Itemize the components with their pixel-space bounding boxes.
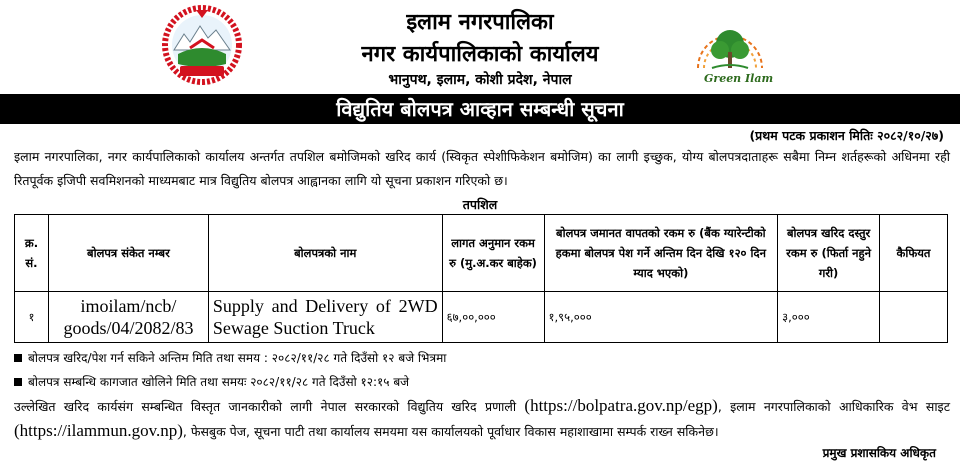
tender-table (14, 214, 948, 343)
office-name: नगर कार्यपालिकाको कार्यालय (361, 42, 599, 67)
header-remarks: कैफियत (880, 215, 948, 292)
list-item (14, 346, 446, 370)
signatory-title: प्रमुख प्रशासकिय अधिकृत (822, 446, 936, 460)
table-row (15, 292, 948, 343)
office-address: भानुपथ, इलाम, कोशी प्रदेश, नेपाल (388, 72, 572, 88)
closing-text-1: उल्लेखित खरिद कार्यसंग सम्बन्धित विस्तृत जानकारीको लागी नेपाल सरकारको विद्युतिय खरिद प्रणाली (14, 399, 517, 414)
publication-date: (प्रथम पटक प्रकाशन मितिः २०८२/१०/२७) (749, 128, 944, 143)
header-bid-security: बोलपत्र जमानत वापतको रकम रु (बैंक ग्यारेन्टीको हकमा बोलपत्र पेश गर्ने अन्तिम दिन देखि १२० दिन म्याद भएको) (544, 215, 778, 292)
table-header-row (15, 215, 948, 292)
bullet-square-icon (14, 378, 22, 386)
bullet-square-icon (14, 354, 22, 362)
header-sn: क्र. सं. (15, 215, 49, 292)
header-bid-fee: बोलपत्र खरिद दस्तुर रकम रु (फिर्ता नहुने गरी) (778, 215, 880, 292)
notice-title-banner: विद्युतिय बोलपत्र आव्हान सम्बन्धी सूचना (0, 94, 960, 124)
table-caption: तपशिल (462, 197, 498, 212)
cell-bid-fee: ३,००० (778, 292, 880, 343)
cell-remarks (880, 292, 948, 343)
header-cost-estimate: लागत अनुमान रकम रु (मु.अ.कर बाहेक) (442, 215, 544, 292)
cell-sn: १ (15, 292, 49, 343)
municipality-website-link[interactable]: (https://ilammun.gov.np) (14, 421, 183, 440)
cell-bid-security: १,९५,००० (544, 292, 778, 343)
list-item (14, 370, 446, 394)
deadline-list (14, 346, 446, 394)
letterhead (0, 0, 960, 92)
cell-bid-name: Supply and Delivery of 2WD Sewage Suction Truck (208, 292, 442, 343)
header-ref-number: बोलपत्र संकेत नम्बर (48, 215, 208, 292)
cell-cost-estimate: ६७,००,००० (442, 292, 544, 343)
cell-ref-number: imoilam/ncb/ goods/04/2082/83 (48, 292, 208, 343)
municipality-name: इलाम नगरपालिका (406, 10, 554, 35)
submission-deadline: बोलपत्र खरिद/पेश गर्न सकिने अन्तिम मिति तथा समय : २०८२/११/२८ गते दिउँसो १२ बजे भित्रमा (28, 351, 447, 365)
intro-paragraph: इलाम नगरपालिका, नगर कार्यपालिकाको कार्यालय अन्तर्गत तपशिल बमोजिमको खरिद कार्य (स्विकृत स्पेशीफिकेशन बमोजिम) का लागी इच्छुक, योग्य बोलपत्रदाताहरू सबैमा निम्न शर्तहरूको अधिनमा रही रितपूर्वक इजिपी सवमिशनको माध्यमबाट मात्र विद्युतिय बोलपत्र आह्वानका लागि यो सूचना प्रकाशन गरिएको छ। (14, 149, 950, 188)
egp-link[interactable]: (https://bolpatra.gov.np/egp) (524, 396, 718, 415)
header-bid-name: बोलपत्रको नाम (208, 215, 442, 292)
green-ilam-caption: Green Ilam (704, 72, 774, 85)
closing-text-2: , इलाम नगरपालिकाको आधिकारिक वेभ साइट (717, 399, 950, 414)
opening-date: बोलपत्र सम्बन्धि कागजात खोलिने मिति तथा समयः २०८२/११/२८ गते दिउँसो १२:१५ बजे (28, 375, 410, 389)
closing-paragraph (14, 394, 950, 444)
closing-text-3: , फेसबुक पेज, सूचना पाटी तथा कार्यालय समयमा यस कार्यालयको पूर्वाधार विकास महाशाखामा सम्पर्क राख्न सकिनेछ। (182, 424, 719, 439)
